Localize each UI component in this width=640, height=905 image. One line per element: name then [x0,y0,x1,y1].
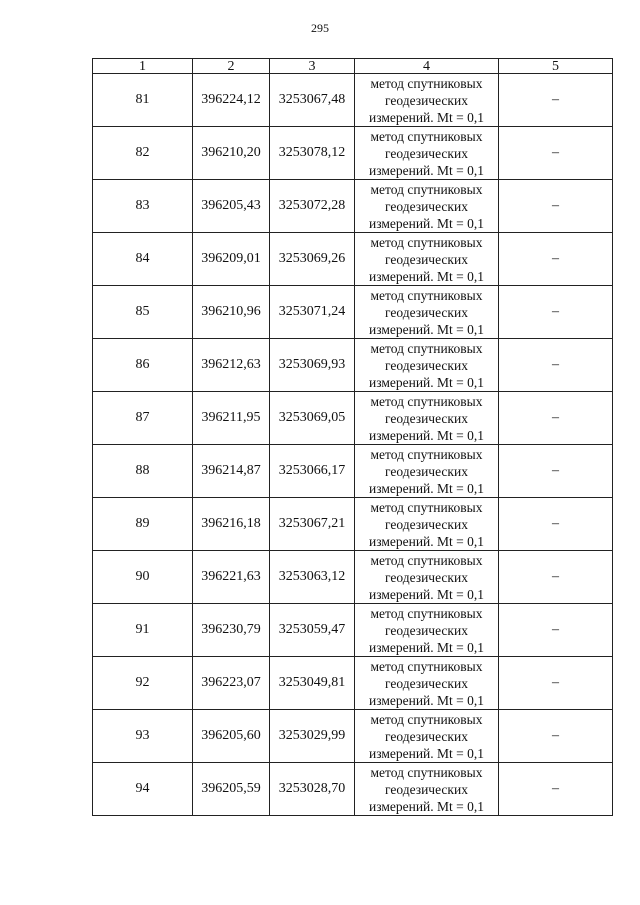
y-coordinate-cell: 3253069,26 [270,233,355,286]
table-row [93,657,613,710]
method-line: геодезических [385,675,468,691]
y-coordinate-cell: 3253067,48 [270,74,355,127]
y-coordinate-cell: 3253069,93 [270,339,355,392]
note-cell: – [499,74,613,127]
x-coordinate-cell: 396223,07 [193,657,270,710]
method-cell [355,604,499,657]
table-row [93,127,613,180]
coordinates-table [92,58,613,816]
table-row [93,445,613,498]
note-cell: – [499,763,613,816]
x-coordinate-cell: 396205,59 [193,763,270,816]
method-line: метод спутниковых [370,446,483,462]
note-cell: – [499,710,613,763]
method-line: геодезических [385,198,468,214]
y-coordinate-cell: 3253071,24 [270,286,355,339]
method-line: измерений. Mt = 0,1 [368,480,485,496]
method-line: метод спутниковых [370,287,483,303]
x-coordinate-cell: 396212,63 [193,339,270,392]
column-header-5: 5 [499,59,613,74]
table-header-row [93,59,613,74]
x-coordinate-cell: 396210,96 [193,286,270,339]
method-line: измерений. Mt = 0,1 [368,639,485,655]
x-coordinate-cell: 396211,95 [193,392,270,445]
y-coordinate-cell: 3253066,17 [270,445,355,498]
y-coordinate-cell: 3253059,47 [270,604,355,657]
method-cell [355,339,499,392]
method-line: измерений. Mt = 0,1 [368,533,485,549]
x-coordinate-cell: 396205,43 [193,180,270,233]
method-line: метод спутниковых [370,393,483,409]
method-line: измерений. Mt = 0,1 [368,427,485,443]
table-row [93,763,613,816]
point-number-cell: 84 [93,233,193,286]
point-number-cell: 88 [93,445,193,498]
note-cell: – [499,657,613,710]
method-cell [355,286,499,339]
note-cell: – [499,127,613,180]
method-cell [355,180,499,233]
column-header-4: 4 [355,59,499,74]
method-line: измерений. Mt = 0,1 [368,321,485,337]
point-number-cell: 92 [93,657,193,710]
y-coordinate-cell: 3253067,21 [270,498,355,551]
method-cell [355,74,499,127]
method-line: геодезических [385,304,468,320]
method-line: геодезических [385,728,468,744]
method-line: геодезических [385,463,468,479]
method-line: измерений. Mt = 0,1 [368,692,485,708]
method-cell [355,657,499,710]
method-cell [355,498,499,551]
method-line: метод спутниковых [370,128,483,144]
column-header-2: 2 [193,59,270,74]
y-coordinate-cell: 3253078,12 [270,127,355,180]
point-number-cell: 83 [93,180,193,233]
method-line: метод спутниковых [370,552,483,568]
point-number-cell: 93 [93,710,193,763]
note-cell: – [499,339,613,392]
point-number-cell: 85 [93,286,193,339]
note-cell: – [499,233,613,286]
note-cell: – [499,445,613,498]
method-line: геодезических [385,251,468,267]
method-cell [355,392,499,445]
y-coordinate-cell: 3253049,81 [270,657,355,710]
method-line: геодезических [385,92,468,108]
method-line: метод спутниковых [370,234,483,250]
method-line: измерений. Mt = 0,1 [368,109,485,125]
x-coordinate-cell: 396214,87 [193,445,270,498]
y-coordinate-cell: 3253072,28 [270,180,355,233]
y-coordinate-cell: 3253063,12 [270,551,355,604]
method-line: геодезических [385,410,468,426]
x-coordinate-cell: 396221,63 [193,551,270,604]
table-row [93,498,613,551]
x-coordinate-cell: 396210,20 [193,127,270,180]
table-row [93,392,613,445]
method-line: измерений. Mt = 0,1 [368,586,485,602]
y-coordinate-cell: 3253029,99 [270,710,355,763]
column-header-3: 3 [270,59,355,74]
point-number-cell: 82 [93,127,193,180]
x-coordinate-cell: 396230,79 [193,604,270,657]
note-cell: – [499,604,613,657]
method-cell [355,710,499,763]
note-cell: – [499,392,613,445]
note-cell: – [499,286,613,339]
method-line: геодезических [385,357,468,373]
method-line: измерений. Mt = 0,1 [368,798,485,814]
note-cell: – [499,551,613,604]
point-number-cell: 91 [93,604,193,657]
point-number-cell: 94 [93,763,193,816]
method-line: геодезических [385,569,468,585]
x-coordinate-cell: 396224,12 [193,74,270,127]
table-body [93,74,613,816]
method-line: измерений. Mt = 0,1 [368,374,485,390]
table-row [93,604,613,657]
table-row [93,286,613,339]
note-cell: – [499,180,613,233]
method-line: метод спутниковых [370,658,483,674]
point-number-cell: 90 [93,551,193,604]
method-cell [355,233,499,286]
method-line: геодезических [385,516,468,532]
x-coordinate-cell: 396216,18 [193,498,270,551]
point-number-cell: 89 [93,498,193,551]
point-number-cell: 87 [93,392,193,445]
table-row [93,74,613,127]
method-line: геодезических [385,622,468,638]
method-line: геодезических [385,145,468,161]
method-line: измерений. Mt = 0,1 [368,162,485,178]
note-cell: – [499,498,613,551]
table-row [93,710,613,763]
method-line: метод спутниковых [370,605,483,621]
page-number: 295 [311,21,329,35]
method-line: геодезических [385,781,468,797]
point-number-cell: 86 [93,339,193,392]
method-line: метод спутниковых [370,764,483,780]
y-coordinate-cell: 3253069,05 [270,392,355,445]
method-line: метод спутниковых [370,499,483,515]
method-cell [355,127,499,180]
table-row [93,551,613,604]
x-coordinate-cell: 396205,60 [193,710,270,763]
method-line: измерений. Mt = 0,1 [368,268,485,284]
table-row [93,233,613,286]
x-coordinate-cell: 396209,01 [193,233,270,286]
method-line: метод спутниковых [370,75,483,91]
method-line: метод спутниковых [370,181,483,197]
method-cell [355,763,499,816]
column-header-1: 1 [93,59,193,74]
method-line: измерений. Mt = 0,1 [368,745,485,761]
method-cell [355,445,499,498]
method-line: метод спутниковых [370,340,483,356]
table-row [93,339,613,392]
y-coordinate-cell: 3253028,70 [270,763,355,816]
table-row [93,180,613,233]
method-line: метод спутниковых [370,711,483,727]
method-cell [355,551,499,604]
method-line: измерений. Mt = 0,1 [368,215,485,231]
point-number-cell: 81 [93,74,193,127]
